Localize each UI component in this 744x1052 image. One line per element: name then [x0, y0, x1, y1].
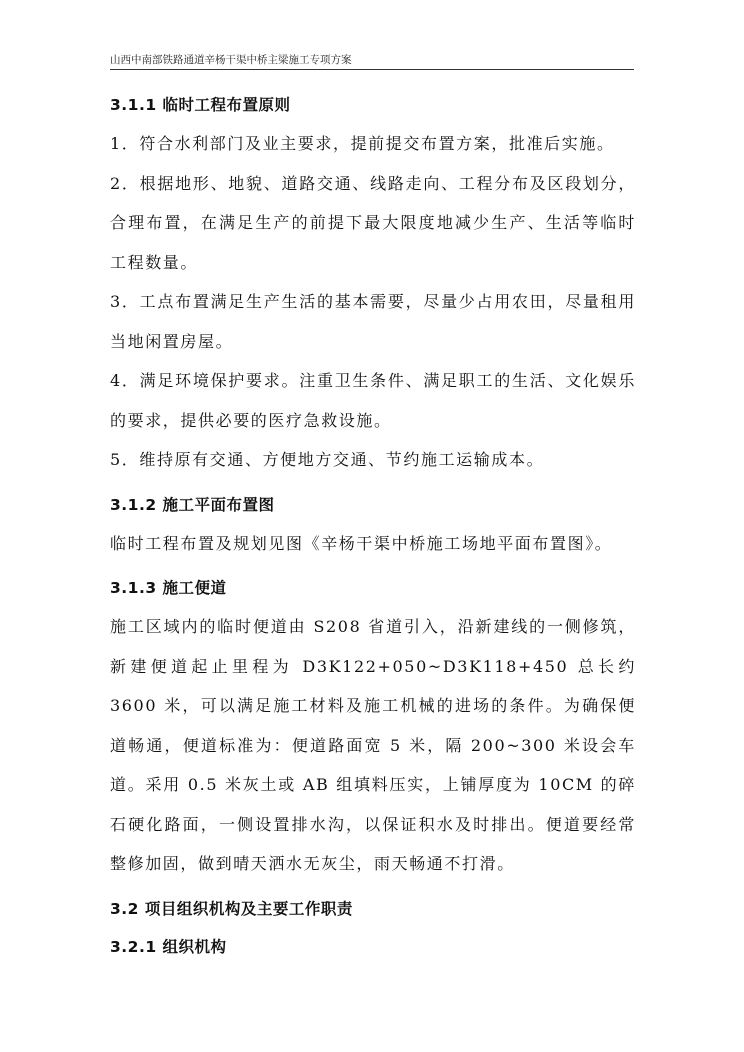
page-header: [110, 53, 634, 70]
principle-item-4: 4．满足环境保护要求。注重卫生条件、满足职工的生活、文化娱乐的要求，提供必要的医疗急救设施。: [110, 371, 636, 430]
section-heading-3-1-3: 3.1.3 施工便道: [110, 579, 227, 597]
principle-item-2: 2．根据地形、地貌、道路交通、线路走向、工程分布及区段划分，合理布置，在满足生产的前提下最大限度地减少生产、生活等临时工程数量。: [110, 173, 636, 272]
header-title: 山西中南部铁路通道辛杨干渠中桥主梁施工专项方案: [110, 54, 352, 66]
principle-item-1: 1．符合水利部门及业主要求，提前提交布置方案，批准后实施。: [110, 134, 615, 153]
access-road-paragraph: 施工区域内的临时便道由 S208 省道引入，沿新建线的一侧修筑，新建便道起止里程为 D3K122+050~D3K118+450 总长约 3600 米，可以满足施工材料及施工机械的进场的条件。为确保便道畅通，便道标准为：便道路面宽 5 米，隔 200~300 米设会车道。采用 0.5 米灰土或 AB 组填料压实，上铺厚度为 10CM 的碎石硬化路面，一侧设置排水沟，以保证积水及时排出。便道要经常整修加固，做到晴天洒水无灰尘，雨天畅通不打滑。: [110, 617, 636, 873]
document-body: [110, 92, 636, 960]
section-heading-3-1-2: 3.1.2 施工平面布置图: [110, 495, 275, 514]
principle-item-3: 3．工点布置满足生产生活的基本需要，尽量少占用农田，尽量租用当地闲置房屋。: [110, 292, 636, 351]
principle-item-5: 5．维持原有交通、方便地方交通、节约施工运输成本。: [110, 450, 545, 469]
layout-plan-paragraph: 临时工程布置及规划见图《辛杨干渠中桥施工场地平面布置图》。: [110, 533, 613, 553]
section-heading-3-2: 3.2 项目组织机构及主要工作职责: [110, 899, 353, 918]
section-heading-3-2-1: 3.2.1 组织机构: [110, 937, 227, 956]
section-heading-3-1-1: 3.1.1 临时工程布置原则: [110, 96, 291, 114]
